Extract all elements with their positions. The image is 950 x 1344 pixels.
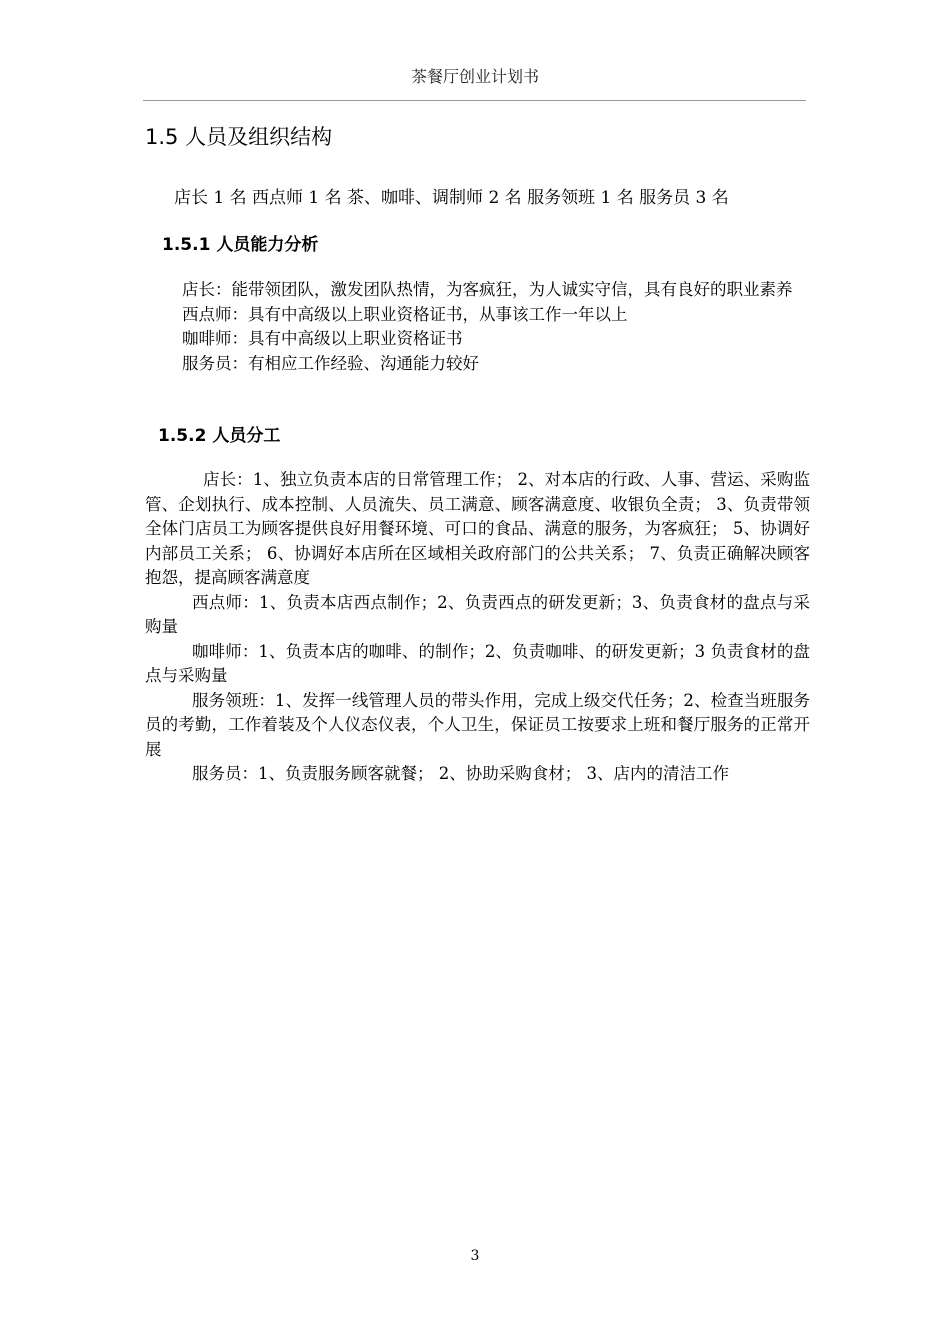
ability-item-manager: 店长：能带领团队，激发团队热情，为客疯狂，为人诚实守信，具有良好的职业素养 <box>182 280 793 299</box>
duty-item-pastry-chef: 西点师：1、负责本店西点制作；2、负责西点的研发更新；3、负责食材的盘点与采购量 <box>145 592 810 636</box>
subsection-heading-ability: 1.5.1 人员能力分析 <box>162 235 319 255</box>
section-heading: 1.5 人员及组织结构 <box>145 125 333 149</box>
ability-item-waiter: 服务员：有相应工作经验、沟通能力较好 <box>182 353 479 373</box>
ability-list <box>145 278 810 376</box>
subsection-heading-duties: 1.5.2 人员分工 <box>158 426 281 446</box>
duty-item-barista: 咖啡师：1、负责本店的咖啡、的制作；2、负责咖啡、的研发更新；3 负责食材的盘点与采购量 <box>145 641 810 685</box>
header-divider <box>143 100 806 101</box>
page-number: 3 <box>470 1248 480 1264</box>
duty-item-waiter: 服务员：1、负责服务顾客就餐； 2、协助采购食材； 3、店内的清洁工作 <box>192 764 729 783</box>
duty-item-manager: 店长：1、独立负责本店的日常管理工作； 2、对本店的行政、人事、营运、采购监管、企划执行、成本控制、人员流失、员工满意、顾客满意度、收银负全责； 3、负责带领全体门店员工为顾客提供良好用餐环境、可口的食品、满意的服务，为客疯狂； 5、协调好内部员工关系； 6、协调好本店所在区域相关政府部门的公共关系； 7、负责正确解决顾客抱怨，提高顾客满意度 <box>145 470 810 587</box>
staffing-summary: 店长 1 名 西点师 1 名 茶、咖啡、调制师 2 名 服务领班 1 名 服务员 3 名 <box>174 188 729 208</box>
duty-item-service-captain: 服务领班：1、发挥一线管理人员的带头作用，完成上级交代任务；2、检查当班服务员的考勤，工作着装及个人仪态仪表，个人卫生，保证员工按要求上班和餐厅服务的正常开展 <box>145 690 810 759</box>
ability-item-barista: 咖啡师：具有中高级以上职业资格证书 <box>182 329 463 348</box>
duties-list <box>145 468 810 787</box>
ability-item-pastry-chef: 西点师：具有中高级以上职业资格证书，从事该工作一年以上 <box>182 304 628 324</box>
page-header-title: 茶餐厅创业计划书 <box>410 67 539 86</box>
